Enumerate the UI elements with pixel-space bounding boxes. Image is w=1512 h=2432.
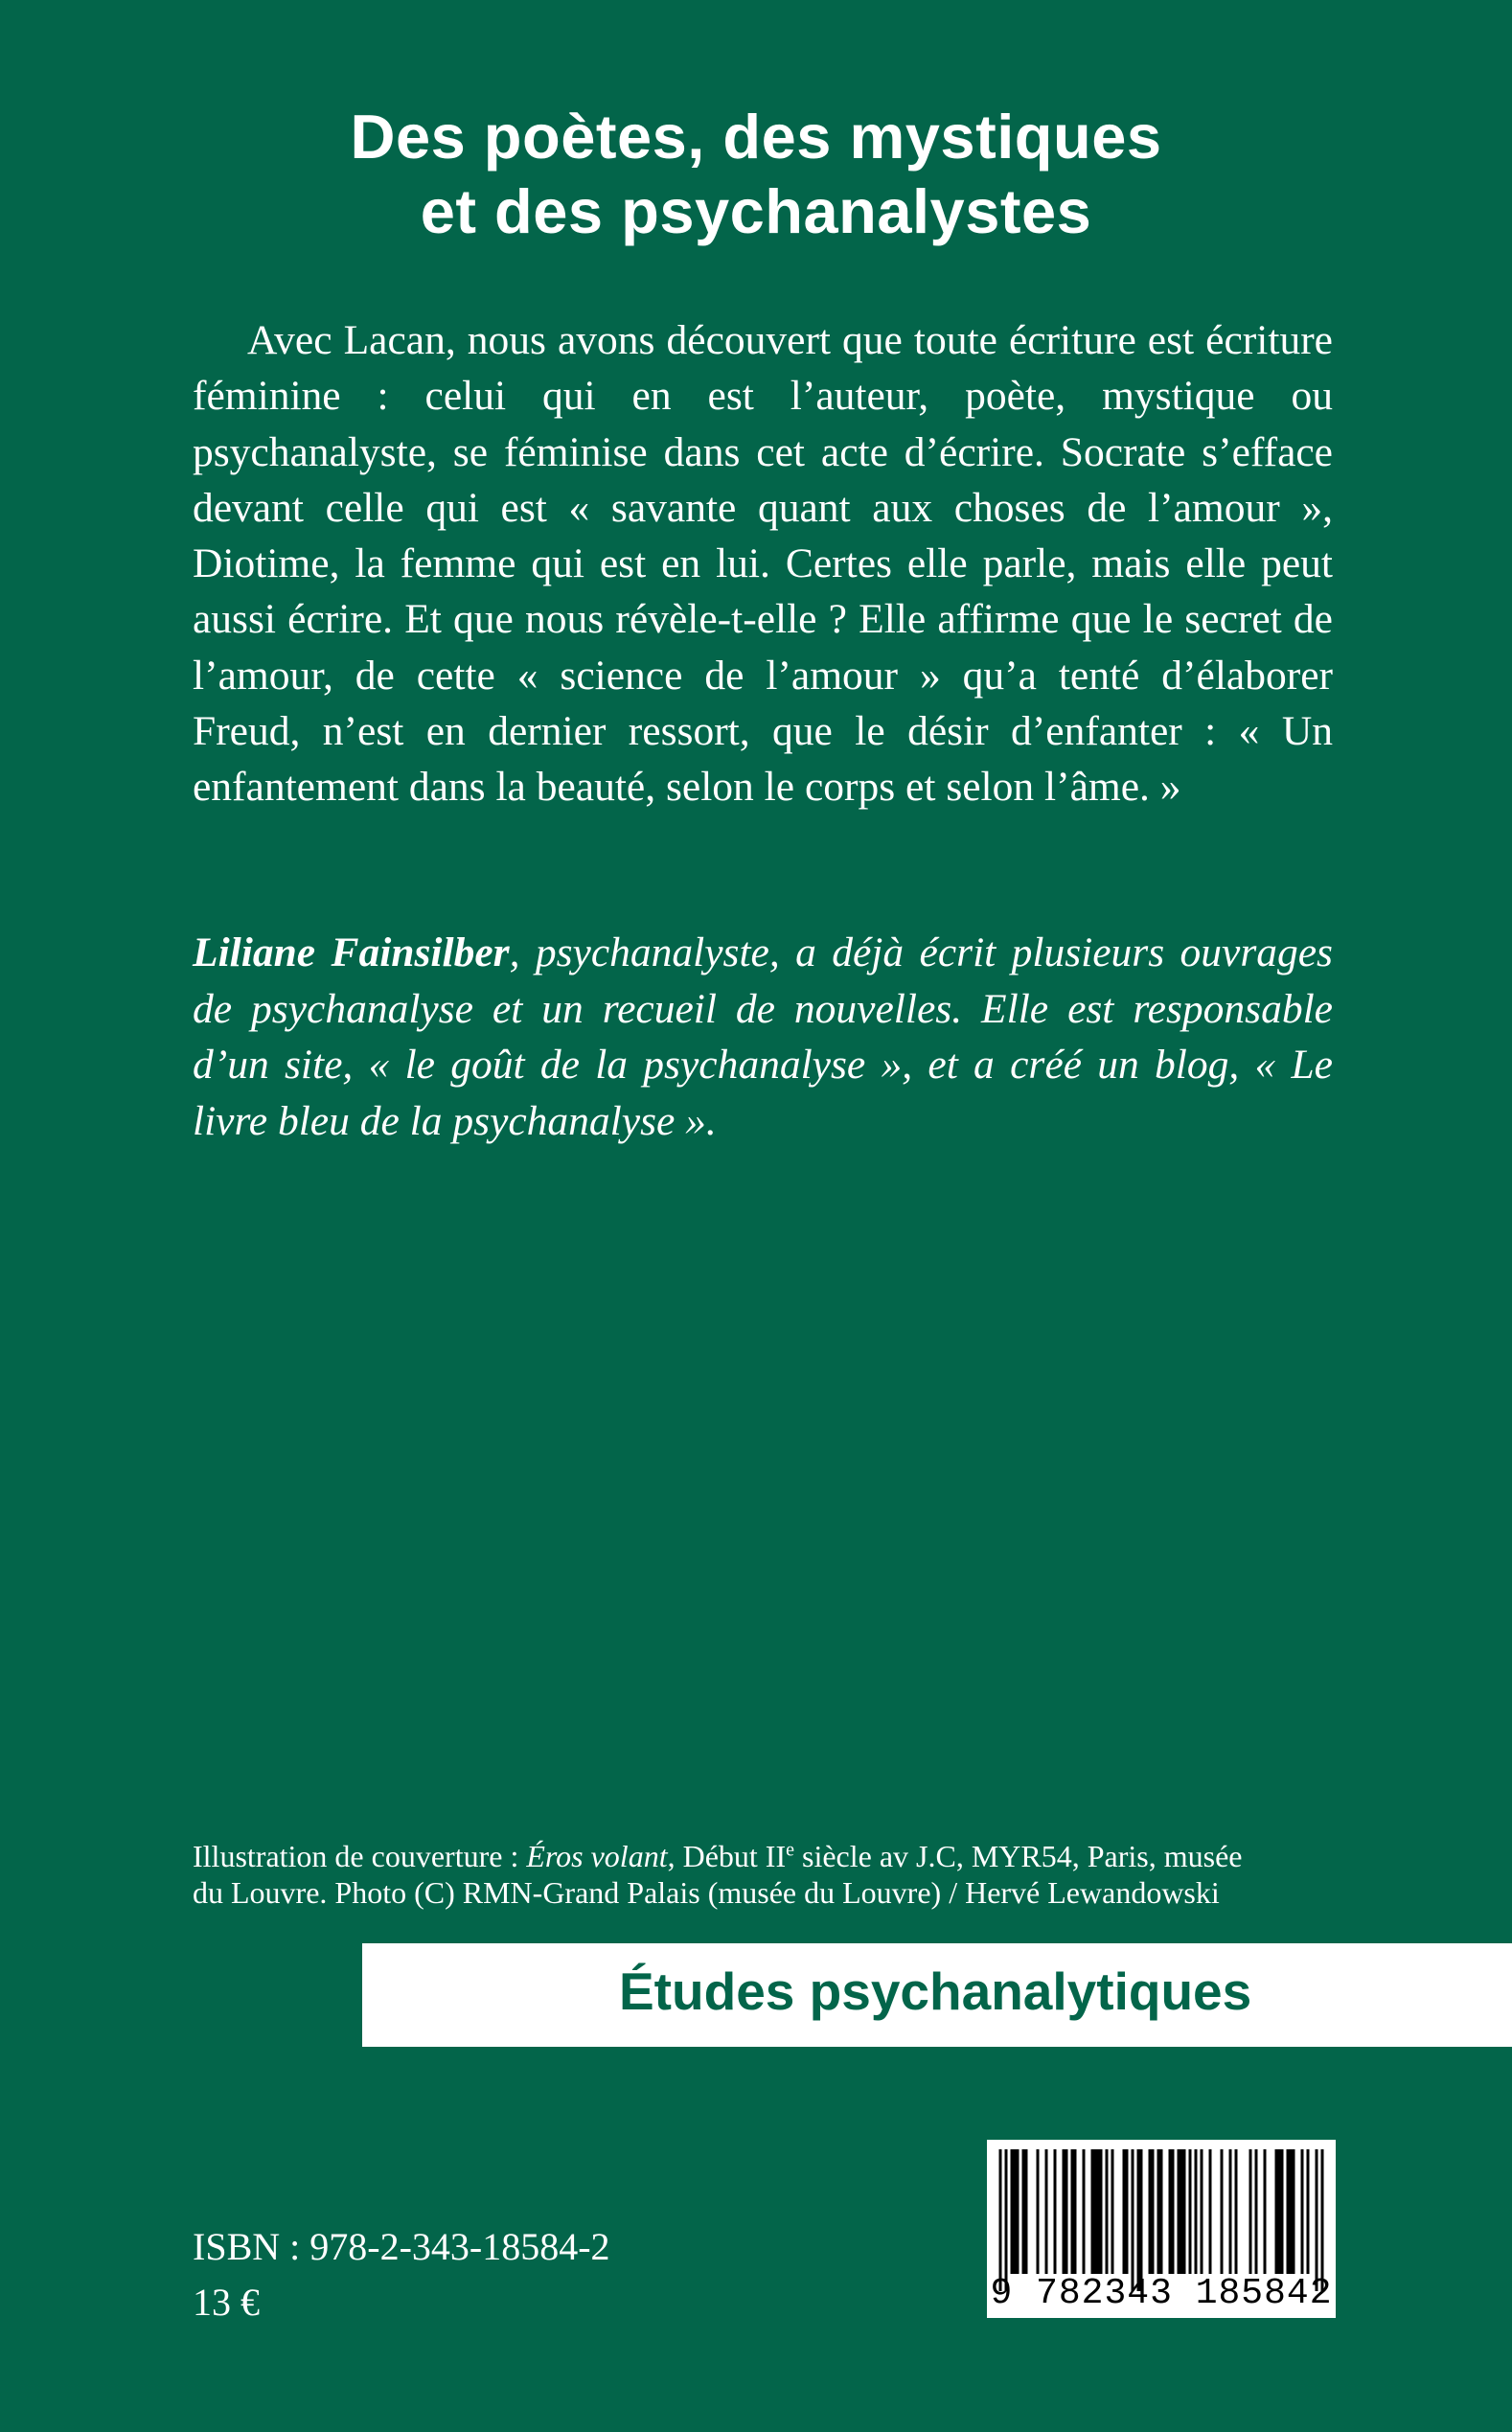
- barcode-bar: [1316, 2149, 1318, 2291]
- credit-superscript: e: [786, 1839, 794, 1861]
- barcode-bar: [1097, 2149, 1100, 2274]
- barcode-bar: [1221, 2149, 1224, 2274]
- collection-name: Études psychanalytiques: [619, 1962, 1252, 2021]
- title-line-1: Des poètes, des mystiques: [350, 102, 1162, 172]
- barcode-bar: [1106, 2149, 1109, 2274]
- barcode-bar: [1065, 2149, 1068, 2274]
- barcode-bar: [1149, 2149, 1152, 2274]
- barcode-bar: [1152, 2149, 1155, 2274]
- barcode-bar: [1063, 2149, 1065, 2274]
- barcode-bar: [1255, 2149, 1258, 2274]
- barcode-bar: [1091, 2149, 1094, 2274]
- author-bio: [193, 925, 1333, 1149]
- barcode-bar: [1054, 2149, 1057, 2274]
- barcode-bar: [1071, 2149, 1074, 2274]
- barcode-bar: [1160, 2149, 1163, 2274]
- price: 13 €: [193, 2281, 260, 2324]
- barcode-bar: [1140, 2149, 1143, 2291]
- barcode-bar: [1137, 2149, 1140, 2291]
- barcode-bar: [1278, 2149, 1281, 2274]
- barcode-bar: [1249, 2149, 1252, 2274]
- barcode-bar: [1157, 2149, 1160, 2274]
- barcode-bar: [1083, 2149, 1086, 2274]
- barcode-bar: [1017, 2149, 1019, 2274]
- barcode-bar: [1014, 2149, 1017, 2274]
- barcode-bar: [1132, 2149, 1134, 2291]
- barcode-bar: [1201, 2149, 1203, 2274]
- author-bio-text: , psychanalyste, a déjà écrit plusieurs ouvrages de psychanalyse et un recueil de nouvelles. Elle est responsable d’un site, « le goût de la psychanalyse », et a créé un blog, « Le livre bleu de la psychanalyse ».: [193, 929, 1333, 1144]
- barcode-bar: [1235, 2149, 1238, 2274]
- barcode-bar: [1293, 2149, 1295, 2274]
- barcode-bar: [1229, 2149, 1232, 2274]
- credit-line-1-end: siècle av J.C, MYR54, Paris, musée: [793, 1839, 1243, 1873]
- barcode-bar: [1307, 2149, 1310, 2274]
- barcode-bar: [1172, 2149, 1175, 2274]
- collection-banner: [362, 1943, 1512, 2047]
- barcode-bar: [1011, 2149, 1014, 2274]
- illustration-credit: [193, 1838, 1342, 1911]
- barcode-bar: [1264, 2149, 1267, 2274]
- barcode-bar: [1037, 2149, 1040, 2274]
- credit-line-2: du Louvre. Photo (C) RMN-Grand Palais (musée du Louvre) / Hervé Lewandowski: [193, 1875, 1220, 1910]
- barcode-bar: [1111, 2149, 1114, 2274]
- barcode-bar: [1180, 2149, 1183, 2274]
- barcode-bar: [1301, 2149, 1304, 2274]
- credit-century: , Début II: [667, 1839, 787, 1873]
- barcode-bar: [999, 2149, 1002, 2291]
- barcode-bar: [1045, 2149, 1048, 2274]
- barcode-bar: [1321, 2149, 1324, 2291]
- credit-line-1: [193, 1838, 1342, 1874]
- barcode-bar: [1169, 2149, 1172, 2274]
- credit-work-title: Éros volant: [526, 1839, 668, 1873]
- barcode-bar: [1189, 2149, 1192, 2274]
- barcode-bar: [1178, 2149, 1180, 2274]
- barcode-digits: 9 782343 185842: [990, 2273, 1333, 2314]
- barcode-bar: [1022, 2149, 1025, 2274]
- barcode-bar: [1025, 2149, 1028, 2274]
- barcode-bar: [1123, 2149, 1126, 2274]
- isbn: ISBN : 978-2-343-18584-2: [193, 2225, 610, 2268]
- barcode-bar: [1094, 2149, 1097, 2274]
- barcode-bar: [1100, 2149, 1103, 2274]
- book-title: [0, 100, 1512, 249]
- title-line-2: et des psychanalystes: [420, 176, 1092, 246]
- author-name: Liliane Fainsilber: [193, 929, 510, 975]
- barcode-bar: [1281, 2149, 1284, 2274]
- barcode-bar: [1183, 2149, 1186, 2274]
- barcode-bar: [1005, 2149, 1008, 2291]
- barcode-bar: [1209, 2149, 1212, 2274]
- barcode-bar: [1126, 2149, 1129, 2274]
- barcode-bar: [1287, 2149, 1290, 2274]
- barcode-bar: [1195, 2149, 1198, 2274]
- barcode-bar: [1290, 2149, 1293, 2274]
- barcode-bar: [1074, 2149, 1077, 2274]
- summary-paragraph: Avec Lacan, nous avons découvert que toute écriture est écriture féminine : celui qui en est l’auteur, poète, mystique ou psychanalyste, se féminise dans cet acte d’écrire. Socrate s’efface devant celle qui est « savante quant aux choses de l’amour », Diotime, la femme qui est en lui. Certes elle parle, mais elle peut aussi écrire. Et que nous révèle-t-elle ? Elle affirme que le secret de l’amour, de cette « science de l’amour » qu’a tenté d’élaborer Freud, n’est en dernier ressort, que le désir d’enfanter : « Un enfantement dans la beauté, selon le corps et selon l’âme. »: [193, 317, 1333, 811]
- barcode-bar: [1275, 2149, 1278, 2274]
- credit-prefix: Illustration de couverture :: [193, 1839, 527, 1873]
- barcode: [987, 2140, 1336, 2318]
